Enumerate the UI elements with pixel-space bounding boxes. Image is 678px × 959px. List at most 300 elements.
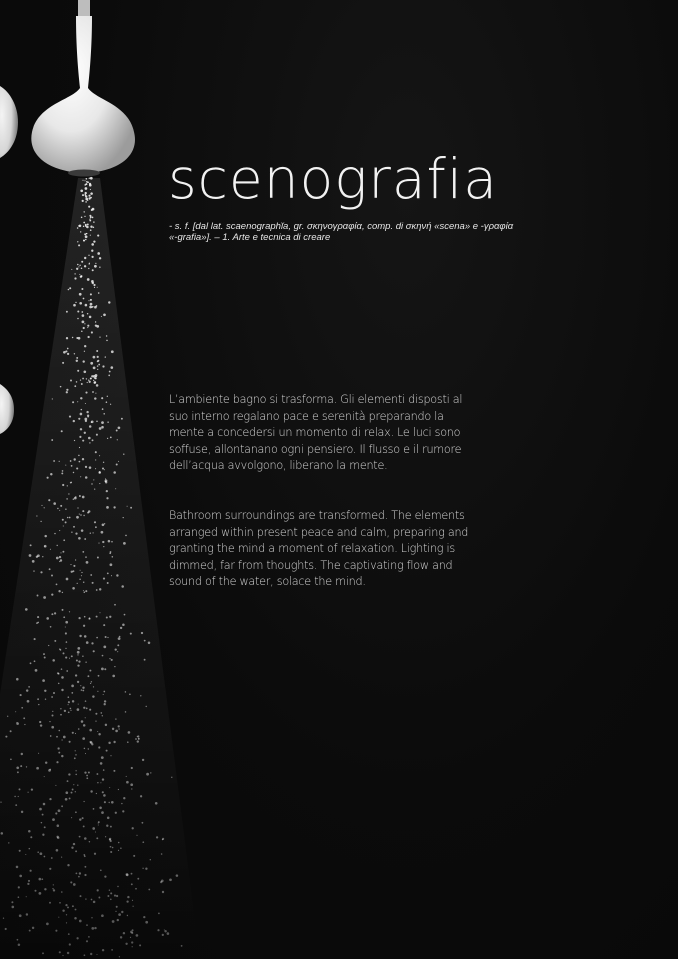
water-droplet bbox=[91, 917, 92, 918]
water-droplet bbox=[43, 803, 46, 806]
water-droplet bbox=[131, 767, 133, 769]
water-droplet bbox=[114, 895, 116, 897]
water-droplet bbox=[121, 911, 123, 913]
water-droplet bbox=[85, 192, 87, 194]
water-droplet bbox=[83, 226, 84, 227]
water-droplet bbox=[125, 535, 127, 537]
water-droplet bbox=[60, 714, 62, 716]
water-droplet bbox=[34, 890, 36, 892]
water-droplet bbox=[50, 626, 52, 628]
water-droplet bbox=[70, 380, 72, 382]
water-droplet bbox=[84, 635, 87, 638]
water-droplet bbox=[83, 707, 85, 709]
water-droplet bbox=[18, 944, 21, 947]
water-droplet bbox=[90, 225, 92, 227]
water-droplet bbox=[58, 809, 61, 812]
water-droplet bbox=[28, 830, 31, 833]
water-droplet bbox=[83, 825, 85, 827]
water-droplet bbox=[106, 750, 108, 752]
water-droplet bbox=[44, 826, 46, 828]
water-droplet bbox=[86, 233, 87, 234]
water-droplet bbox=[5, 736, 7, 738]
water-droplet bbox=[115, 812, 117, 814]
water-droplet bbox=[19, 788, 21, 790]
water-droplet bbox=[95, 831, 96, 832]
water-droplet bbox=[128, 731, 131, 734]
water-droplet bbox=[141, 822, 143, 824]
water-droplet bbox=[78, 455, 80, 457]
water-droplet bbox=[131, 941, 133, 943]
water-droplet bbox=[112, 920, 115, 923]
water-droplet bbox=[122, 810, 124, 812]
water-droplet bbox=[113, 506, 115, 508]
water-droplet bbox=[36, 767, 39, 770]
water-droplet bbox=[21, 753, 23, 755]
water-droplet bbox=[118, 461, 119, 462]
water-droplet bbox=[93, 808, 95, 810]
water-droplet bbox=[99, 588, 101, 590]
water-droplet bbox=[74, 353, 75, 354]
water-droplet bbox=[95, 451, 97, 453]
water-droplet bbox=[117, 644, 119, 646]
water-droplet bbox=[131, 788, 132, 789]
water-droplet bbox=[84, 194, 86, 196]
water-droplet bbox=[65, 791, 68, 794]
water-droplet bbox=[90, 177, 93, 180]
water-droplet bbox=[51, 696, 53, 698]
water-droplet bbox=[95, 263, 96, 264]
water-droplet bbox=[73, 304, 76, 307]
water-droplet bbox=[155, 802, 158, 805]
water-droplet bbox=[84, 233, 86, 235]
water-droplet bbox=[103, 462, 104, 463]
water-droplet bbox=[142, 759, 144, 761]
water-droplet bbox=[26, 766, 27, 767]
water-droplet bbox=[61, 891, 63, 893]
water-droplet bbox=[27, 883, 29, 885]
water-droplet bbox=[62, 470, 64, 472]
water-droplet bbox=[93, 356, 96, 359]
water-droplet bbox=[68, 701, 70, 703]
water-droplet bbox=[79, 274, 80, 275]
water-droplet bbox=[44, 776, 45, 777]
water-droplet bbox=[106, 340, 108, 342]
water-droplet bbox=[18, 796, 19, 797]
water-droplet bbox=[90, 953, 92, 955]
water-droplet bbox=[16, 866, 19, 869]
water-droplet bbox=[81, 330, 83, 332]
water-droplet bbox=[107, 421, 109, 423]
water-droplet bbox=[44, 888, 46, 890]
water-droplet bbox=[96, 837, 98, 839]
water-droplet bbox=[83, 801, 84, 802]
water-droplet bbox=[110, 404, 111, 405]
water-droplet bbox=[54, 640, 56, 642]
water-droplet bbox=[71, 792, 73, 794]
water-droplet bbox=[42, 814, 44, 816]
water-droplet bbox=[70, 710, 71, 711]
water-droplet bbox=[68, 696, 70, 698]
water-droplet bbox=[96, 616, 98, 618]
italian-paragraph: L’ambiente bagno si trasforma. Gli elementi disposti al suo interno regalano pace e serenità preparando la mente a concedersi un momento di relax. Le luci sono soffuse, allontanano ogni pensiero. Il flusso e il rumore dell’acqua avvolgono, liberano la mente. bbox=[169, 393, 463, 473]
water-droplet bbox=[91, 927, 94, 930]
water-droplet bbox=[80, 397, 82, 399]
water-droplet bbox=[90, 293, 92, 295]
water-droplet bbox=[86, 708, 88, 710]
water-droplet bbox=[88, 748, 89, 749]
water-droplet bbox=[76, 937, 78, 939]
water-droplet bbox=[106, 825, 108, 827]
water-droplet bbox=[17, 939, 19, 941]
water-droplet bbox=[78, 876, 80, 878]
water-droplet bbox=[40, 571, 42, 573]
water-droplet bbox=[44, 690, 46, 692]
water-droplet bbox=[62, 484, 64, 486]
water-droplet bbox=[97, 235, 99, 237]
water-droplet bbox=[20, 765, 22, 767]
water-droplet bbox=[78, 537, 81, 540]
water-droplet bbox=[67, 517, 69, 519]
water-droplet bbox=[75, 770, 76, 771]
water-droplet bbox=[35, 669, 38, 672]
water-droplet bbox=[69, 287, 71, 289]
water-droplet bbox=[83, 590, 84, 591]
water-droplet bbox=[14, 796, 15, 797]
water-droplet bbox=[68, 933, 70, 935]
water-droplet bbox=[81, 572, 82, 573]
water-droplet bbox=[85, 556, 87, 558]
water-droplet bbox=[65, 648, 66, 649]
water-droplet bbox=[56, 584, 58, 586]
water-droplet bbox=[104, 523, 105, 524]
water-droplet bbox=[71, 685, 74, 688]
water-droplet bbox=[90, 532, 91, 533]
water-droplet bbox=[47, 477, 49, 479]
water-droplet bbox=[112, 728, 114, 730]
water-droplet bbox=[80, 428, 82, 430]
water-droplet bbox=[105, 356, 106, 357]
water-droplet bbox=[109, 658, 110, 659]
water-droplet bbox=[72, 789, 74, 791]
water-droplet bbox=[94, 287, 95, 288]
water-droplet bbox=[118, 789, 119, 790]
water-droplet bbox=[92, 439, 94, 441]
water-droplet bbox=[87, 182, 88, 183]
water-droplet bbox=[135, 888, 137, 890]
water-droplet bbox=[101, 531, 104, 534]
water-droplet bbox=[32, 560, 35, 563]
water-droplet bbox=[92, 695, 94, 697]
water-droplet bbox=[26, 689, 28, 691]
water-droplet bbox=[107, 895, 109, 897]
water-droplet bbox=[103, 691, 105, 693]
water-droplet bbox=[102, 524, 105, 527]
water-droplet bbox=[121, 418, 123, 420]
water-droplet bbox=[93, 901, 96, 904]
water-droplet bbox=[143, 916, 145, 918]
water-droplet bbox=[79, 302, 82, 305]
water-droplet bbox=[97, 287, 98, 288]
water-droplet bbox=[132, 900, 133, 901]
water-droplet bbox=[95, 468, 96, 469]
water-droplet bbox=[77, 264, 79, 266]
water-droplet bbox=[63, 351, 66, 354]
water-droplet bbox=[88, 255, 89, 256]
water-droplet bbox=[77, 583, 78, 584]
water-droplet bbox=[51, 726, 54, 729]
water-droplet bbox=[82, 200, 84, 202]
water-droplet bbox=[11, 901, 13, 903]
water-droplet bbox=[51, 613, 53, 615]
water-droplet bbox=[98, 824, 99, 825]
water-droplet bbox=[109, 616, 111, 618]
water-droplet bbox=[61, 739, 62, 740]
water-droplet bbox=[116, 895, 118, 897]
water-droplet bbox=[16, 722, 19, 725]
water-droplet bbox=[110, 899, 112, 901]
water-droplet bbox=[97, 889, 99, 891]
water-droplet bbox=[83, 515, 84, 516]
water-droplet bbox=[125, 943, 127, 945]
water-droplet bbox=[0, 801, 1, 802]
water-droplet bbox=[110, 563, 113, 566]
water-droplet bbox=[84, 874, 86, 876]
water-droplet bbox=[76, 268, 78, 270]
water-droplet bbox=[117, 919, 119, 921]
water-droplet bbox=[81, 529, 84, 532]
water-droplet bbox=[97, 691, 98, 692]
water-droplet bbox=[60, 708, 61, 709]
water-droplet bbox=[95, 459, 96, 460]
water-droplet bbox=[65, 521, 67, 523]
water-droplet bbox=[87, 200, 88, 201]
water-droplet bbox=[66, 498, 68, 500]
water-droplet bbox=[73, 784, 74, 785]
water-droplet bbox=[66, 389, 68, 391]
water-droplet bbox=[107, 817, 110, 820]
water-droplet bbox=[120, 936, 122, 938]
water-droplet bbox=[103, 546, 104, 547]
water-droplet bbox=[93, 686, 94, 687]
water-droplet bbox=[65, 798, 68, 801]
dictionary-definition: - s. f. [dal lat. scaenographĭa, gr. σκηνογραφία, comp. di σκηνή «scena» e -γραφία «-grafia»]. – 1. Arte e tecnica di creare bbox=[169, 221, 514, 243]
water-droplet bbox=[115, 730, 118, 733]
water-droplet bbox=[83, 360, 85, 362]
water-droplet bbox=[120, 627, 122, 629]
water-droplet bbox=[126, 781, 129, 784]
water-droplet bbox=[66, 391, 68, 393]
water-droplet bbox=[72, 401, 74, 403]
water-droplet bbox=[73, 843, 75, 845]
water-droplet bbox=[101, 426, 104, 429]
water-droplet bbox=[87, 675, 89, 677]
water-droplet bbox=[164, 929, 165, 930]
water-droplet bbox=[101, 756, 104, 759]
water-droplet bbox=[84, 538, 86, 540]
water-droplet bbox=[148, 889, 150, 891]
water-droplet bbox=[55, 812, 57, 814]
water-droplet bbox=[82, 690, 84, 692]
water-droplet bbox=[56, 761, 58, 763]
water-droplet bbox=[41, 822, 43, 824]
water-droplet bbox=[55, 930, 57, 932]
water-droplet bbox=[93, 479, 94, 480]
water-droplet bbox=[118, 725, 120, 727]
water-droplet bbox=[45, 761, 47, 763]
water-droplet bbox=[126, 900, 128, 902]
water-droplet bbox=[97, 557, 99, 559]
water-droplet bbox=[91, 483, 92, 484]
water-droplet bbox=[77, 651, 80, 654]
water-droplet bbox=[50, 735, 52, 737]
water-droplet bbox=[137, 736, 138, 737]
water-droplet bbox=[135, 738, 137, 740]
water-droplet bbox=[79, 920, 82, 923]
water-droplet bbox=[40, 521, 41, 522]
water-droplet bbox=[48, 645, 49, 646]
water-droplet bbox=[82, 496, 85, 499]
water-droplet bbox=[28, 686, 30, 688]
water-droplet bbox=[83, 724, 86, 727]
water-droplet bbox=[90, 235, 91, 236]
water-droplet bbox=[77, 507, 78, 508]
water-droplet bbox=[122, 623, 125, 626]
water-droplet bbox=[67, 780, 69, 782]
water-droplet bbox=[30, 870, 32, 872]
water-droplet bbox=[123, 932, 125, 934]
water-droplet bbox=[25, 608, 28, 611]
water-droplet bbox=[58, 683, 60, 685]
water-droplet bbox=[77, 318, 79, 320]
water-droplet bbox=[70, 881, 72, 883]
water-droplet bbox=[40, 724, 42, 726]
water-droplet bbox=[75, 674, 77, 676]
water-droplet bbox=[57, 824, 60, 827]
water-droplet bbox=[12, 906, 15, 909]
water-droplet bbox=[43, 653, 45, 655]
water-droplet bbox=[97, 356, 99, 358]
water-droplet bbox=[73, 565, 75, 567]
water-droplet bbox=[16, 678, 19, 681]
water-droplet bbox=[53, 460, 55, 462]
water-droplet bbox=[82, 458, 84, 460]
water-droplet bbox=[69, 943, 71, 945]
water-droplet bbox=[157, 929, 159, 931]
water-droplet bbox=[83, 625, 85, 627]
water-droplet bbox=[115, 488, 116, 489]
water-droplet bbox=[93, 221, 94, 222]
water-droplet bbox=[79, 265, 80, 266]
water-droplet bbox=[77, 647, 80, 650]
water-droplet bbox=[90, 362, 93, 365]
water-droplet bbox=[38, 753, 39, 754]
water-droplet bbox=[84, 616, 86, 618]
water-droplet bbox=[75, 754, 76, 755]
water-droplet bbox=[76, 659, 78, 661]
water-droplet bbox=[76, 357, 78, 359]
water-droplet bbox=[80, 570, 81, 571]
water-droplet bbox=[142, 868, 143, 869]
water-droplet bbox=[67, 952, 69, 954]
water-droplet bbox=[101, 421, 104, 424]
water-droplet bbox=[95, 713, 97, 715]
water-droplet bbox=[96, 384, 99, 387]
water-droplet bbox=[80, 379, 81, 380]
water-droplet bbox=[109, 371, 111, 373]
water-droplet bbox=[80, 514, 82, 516]
water-droplet bbox=[109, 889, 110, 890]
water-droplet bbox=[61, 472, 63, 474]
water-droplet bbox=[37, 595, 39, 597]
water-droplet bbox=[93, 284, 95, 286]
water-droplet bbox=[36, 622, 38, 624]
water-droplet bbox=[46, 923, 49, 926]
water-droplet bbox=[56, 545, 57, 546]
water-droplet bbox=[94, 489, 95, 490]
water-droplet bbox=[38, 704, 39, 705]
water-droplet bbox=[109, 787, 110, 788]
water-droplet bbox=[59, 510, 60, 511]
water-droplet bbox=[79, 579, 81, 581]
water-droplet bbox=[87, 327, 88, 328]
water-droplet bbox=[82, 817, 84, 819]
water-droplet bbox=[132, 827, 134, 829]
water-droplet bbox=[74, 497, 77, 500]
water-droplet bbox=[48, 769, 51, 772]
water-droplet bbox=[61, 430, 63, 432]
water-droplet bbox=[116, 463, 118, 465]
water-droplet bbox=[85, 753, 86, 754]
water-droplet bbox=[81, 311, 83, 313]
water-droplet bbox=[97, 731, 98, 732]
water-droplet bbox=[71, 269, 72, 270]
water-droplet bbox=[88, 206, 90, 208]
water-droplet bbox=[55, 785, 56, 786]
water-droplet bbox=[58, 730, 60, 732]
water-droplet bbox=[53, 692, 55, 694]
water-droplet bbox=[99, 336, 100, 337]
water-droplet bbox=[72, 587, 75, 590]
water-droplet bbox=[114, 666, 115, 667]
water-droplet bbox=[79, 447, 80, 448]
water-droplet bbox=[68, 704, 69, 705]
water-droplet bbox=[65, 632, 67, 634]
water-droplet bbox=[59, 530, 60, 531]
water-droplet bbox=[77, 310, 79, 312]
water-droplet bbox=[44, 856, 46, 858]
water-droplet bbox=[75, 811, 77, 813]
water-droplet bbox=[79, 436, 81, 438]
water-droplet bbox=[85, 476, 88, 479]
lamp-edge-bottom bbox=[0, 384, 14, 434]
water-droplet bbox=[144, 640, 146, 642]
water-droplet bbox=[71, 482, 72, 483]
water-droplet bbox=[77, 785, 78, 786]
water-droplet bbox=[85, 403, 86, 404]
water-droplet bbox=[29, 930, 31, 932]
water-droplet bbox=[148, 642, 151, 645]
water-droplet bbox=[118, 913, 121, 916]
water-droplet bbox=[118, 842, 120, 844]
water-droplet bbox=[79, 818, 81, 820]
water-droplet bbox=[45, 698, 46, 699]
water-droplet bbox=[37, 616, 39, 618]
water-droplet bbox=[15, 711, 16, 712]
water-droplet bbox=[78, 266, 79, 267]
water-droplet bbox=[89, 178, 90, 179]
water-droplet bbox=[85, 225, 87, 227]
water-droplet bbox=[106, 335, 107, 336]
